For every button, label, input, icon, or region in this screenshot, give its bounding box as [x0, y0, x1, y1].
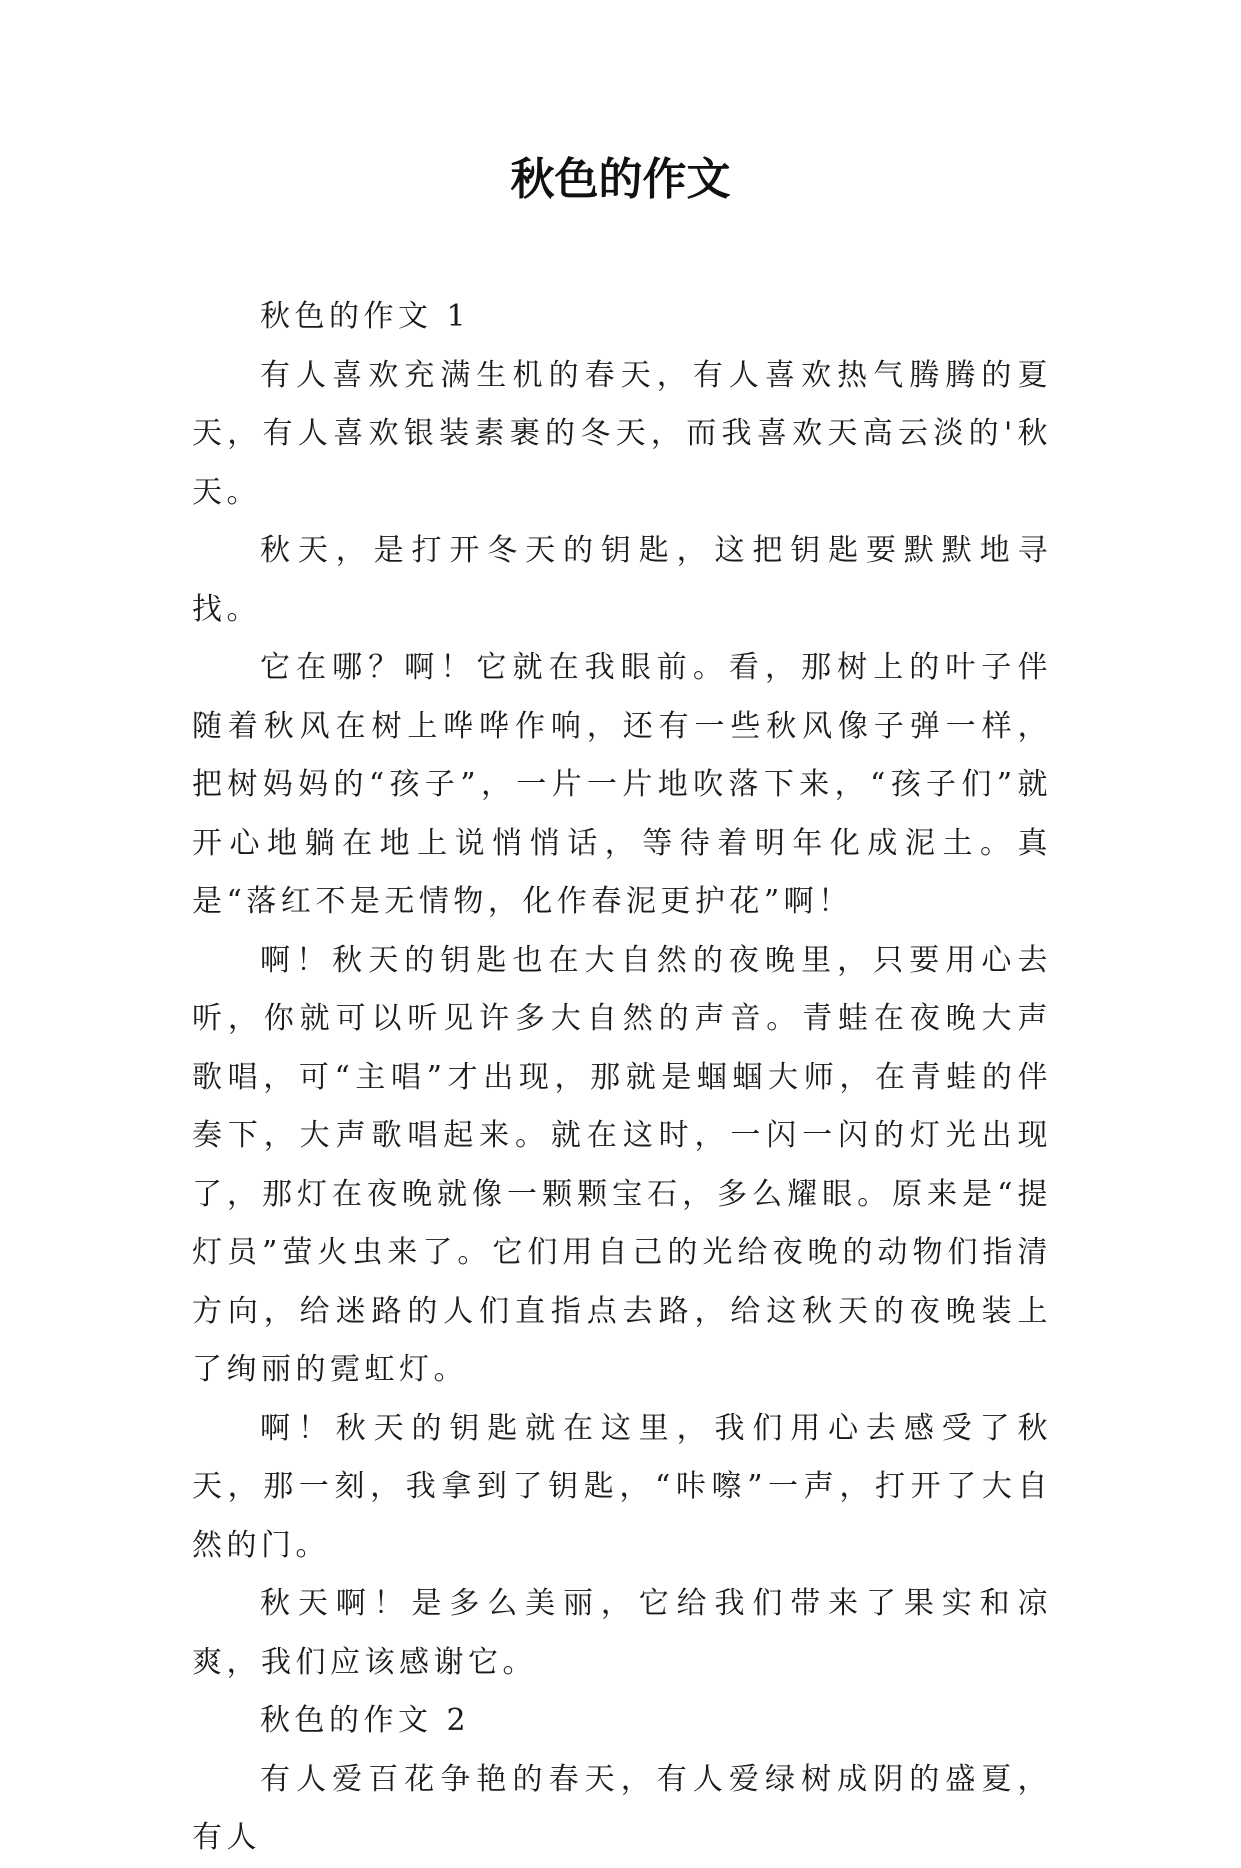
paragraph: 有人爱百花争艳的春天，有人爱绿树成阴的盛夏，有人	[192, 1761, 1052, 1855]
section-heading-1: 秋色的作文 1	[260, 299, 471, 334]
paragraph: 啊！秋天的钥匙也在大自然的夜晚里，只要用心去听，你就可以听见许多大自然的声音。青蛙在夜晚大声歌唱，可“主唱”才出现，那就是蝈蝈大师，在青蛙的伴奏下，大声歌唱起来。就在这时，一闪一闪的灯光出现了，那灯在夜晚就像一颗颗宝石，多么耀眼。原来是“提灯员”萤火虫来了。它们用自己的光给夜晚的动物们指清方向，给迷路的人们直指点去路，给这秋天的夜晚装上了绚丽的霓虹灯。	[192, 942, 1052, 1387]
paragraph: 秋天啊！是多么美丽，它给我们带来了果实和凉爽，我们应该感谢它。	[192, 1586, 1052, 1680]
paragraph: 啊！秋天的钥匙就在这里，我们用心去感受了秋天，那一刻，我拿到了钥匙，“咔嚓”一声，打开了大自然的门。	[192, 1410, 1052, 1563]
paragraph: 秋天，是打开冬天的钥匙，这把钥匙要默默地寻找。	[192, 533, 1052, 627]
paragraph: 有人喜欢充满生机的春天，有人喜欢热气腾腾的夏天，有人喜欢银装素裹的冬天，而我喜欢天高云淡的'秋天。	[192, 357, 1052, 510]
section-heading-2: 秋色的作文 2	[260, 1703, 471, 1738]
paragraph: 它在哪？啊！它就在我眼前。看，那树上的叶子伴随着秋风在树上哗哗作响，还有一些秋风像子弹一样，把树妈妈的“孩子”，一片一片地吹落下来，“孩子们”就开心地躺在地上说悄悄话，等待着明年化成泥土。真是“落红不是无情物，化作春泥更护花”啊！	[192, 650, 1052, 919]
document-title: 秋色的作文	[510, 154, 731, 205]
document-body	[192, 288, 1052, 1868]
